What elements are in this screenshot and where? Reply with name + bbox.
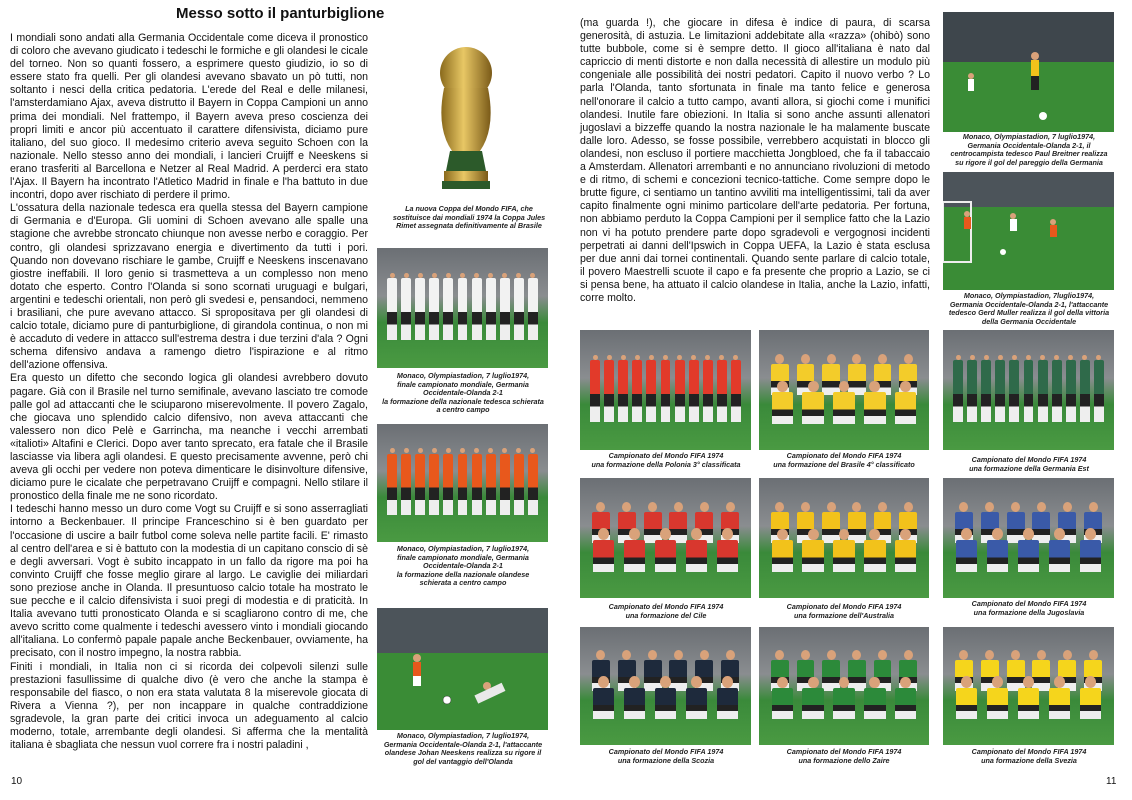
- player-head: [516, 448, 521, 453]
- player-head: [808, 529, 819, 541]
- player-figure: [1024, 360, 1034, 422]
- player-head: [904, 354, 913, 364]
- player-figure: [624, 540, 646, 571]
- player-head: [629, 528, 640, 540]
- player-head: [629, 676, 640, 688]
- germania-est-team-photo: [943, 330, 1114, 450]
- jugoslavia-team-photo: [943, 478, 1114, 598]
- caption-line: tedesco Gerd Muller realizza il gol della vittoria: [948, 308, 1110, 318]
- player-head: [801, 650, 810, 660]
- germany-team-caption: [372, 372, 554, 415]
- player-head: [726, 502, 735, 512]
- germany-team-photo: [377, 248, 548, 368]
- player-head: [1063, 502, 1072, 512]
- player-figure: [1094, 360, 1104, 422]
- caption-line: Rimet assegnata definitivamente al Brasile: [396, 221, 542, 231]
- player-figure: [772, 392, 794, 423]
- article-left-column: [10, 32, 368, 777]
- cile-team-photo: [580, 478, 751, 598]
- player-head: [992, 528, 1003, 540]
- muller-goal-photo: [943, 172, 1114, 290]
- player-figure: [655, 540, 677, 571]
- breitner-penalty-photo: [943, 12, 1114, 132]
- scozia-caption: [575, 748, 757, 765]
- player-figure: [822, 512, 840, 543]
- player-head: [775, 354, 784, 364]
- player-head: [700, 650, 709, 660]
- player-figure: [822, 364, 840, 395]
- player-figure: [953, 360, 963, 422]
- caption-line: una formazione della Jugoslavia: [973, 607, 1085, 617]
- caption-line: Campionato del Mondo FIFA 1974: [971, 455, 1087, 464]
- player-figure: [1018, 688, 1040, 719]
- player-figure: [731, 360, 741, 422]
- player-figure: [1080, 360, 1090, 422]
- player-figure: [686, 688, 708, 719]
- player-head: [460, 448, 465, 453]
- caption-line: Monaco, Olympiastadion, 7 luglio1974,: [962, 132, 1096, 141]
- player-head: [404, 448, 409, 453]
- player-head: [775, 650, 784, 660]
- player-head: [777, 677, 788, 689]
- caption-line: Monaco, Olympiastadion, 7 luglio1974,: [396, 544, 530, 553]
- player-figure: [717, 688, 739, 719]
- caption-line: Campionato del Mondo FIFA 1974: [971, 599, 1087, 608]
- polonia-caption: [575, 452, 757, 469]
- player-head: [904, 502, 913, 512]
- player-figure: [500, 454, 510, 515]
- player-figure: [486, 454, 496, 515]
- svezia-team-photo: [943, 627, 1114, 745]
- player-figure: [703, 360, 713, 422]
- player-figure: [895, 392, 917, 423]
- player-head: [622, 650, 631, 660]
- player-figure: [661, 360, 671, 422]
- player-figure: [618, 360, 628, 422]
- player-figure: [593, 688, 615, 719]
- australia-team-photo: [759, 478, 929, 598]
- caption-line: Campionato del Mondo FIFA 1974: [608, 451, 724, 460]
- caption-line: schierata a centro campo: [419, 578, 507, 588]
- player-figure: [514, 454, 524, 515]
- brasile-caption: [754, 452, 934, 469]
- player-head: [1011, 650, 1020, 660]
- player-head: [622, 502, 631, 512]
- player-head: [674, 502, 683, 512]
- player-figure: [802, 392, 824, 423]
- neeskens-caption: [372, 732, 554, 766]
- player-figure: [717, 360, 727, 422]
- zaire-team-photo: [759, 627, 929, 745]
- caption-line: la formazione della nazionale tedesca schierata: [382, 396, 544, 406]
- germania-est-caption: [938, 456, 1120, 473]
- player-head: [959, 502, 968, 512]
- caption-line: la formazione della nazionale olandese: [396, 569, 530, 579]
- neeskens-penalty-photo: [377, 608, 548, 730]
- player-figure: [987, 688, 1009, 719]
- player-figure: [1080, 688, 1102, 719]
- player-head: [900, 677, 911, 689]
- scozia-team-photo: [580, 627, 751, 745]
- player-figure: [604, 360, 614, 422]
- caption-line: centrocampista tedesco Paul Breitner realizza: [950, 149, 1108, 159]
- caption-line: della Germania Occidentale: [981, 316, 1077, 326]
- player-figure: [669, 660, 687, 691]
- player-figure: [956, 540, 978, 571]
- player-figure: [987, 540, 1009, 571]
- caption-line: finale campionato mondiale, Germania: [397, 379, 529, 389]
- player-figure: [472, 278, 482, 340]
- player-figure: [848, 364, 866, 395]
- player-head: [985, 650, 994, 660]
- paragraph: (ma guarda !), che giocare in difesa è indice di paura, di scarsa generosità, di astuzia. Le limitazioni addebitate alla «razza» (ohibò) sono tutte bubbole, come si è sempre detto. Il gioco all'italiana è nato dal capriccio di menti distorte e non dalla necessità di allestire un modulo più congeniale alle possibilità dei nostri pedatori. Capito il nuovo verbo ? Lo parla l'Olanda, tanto sfortunata in finale ma tanto felice e generosa nell'onorare il calcio a tutto campo, avanti allora, si giochi come i munifici olandesi. Inutile fare obiezioni. In Italia si sono anche assunti allenatori jugoslavi a bizzeffe quando la nostra nazionale le ha malamente buscate dalle loro. Adesso, se fosse possibile, verrebbero acquistati in blocco gli olandesi, non escluso il portiere macchietta Jongbloed, che fa il tabaccaio a Amsterdam. Allenatori arrembanti e no annunciano rivoluzioni di metodo e di ritmo, di schemi e concezioni tecnico-tattiche. Come sempre dopo le brutte figure, ci sentiamo un tantino avviliti ma intelligentissimi, tali da aver capito finalmente ogni minimo particolare dell'arte pedatoria. Per fortuna, non abbiamo perduto la Coppa Campioni per il semplice fatto che la Lazio non vi ha potuto prendere parte dopo sgradevoli e vergognosi incidenti perpetrati ai danni dell'Ipswich in Coppa UEFA, la Lazio è stata esclusa per due anni dai tornei continentali. Quando sente parlare di calcio totale, il povero Maestrelli scuote il capo e fa presente che proprio a Lazio, se ci si pensa bene, ha attuato il calcio olandese in Italia, anche la Lazio, infatti, corre molto.: [580, 17, 930, 304]
- player-figure: [1066, 360, 1076, 422]
- player-figure: [593, 540, 615, 571]
- player-figure: [772, 688, 794, 719]
- caption-line: olandese Johan Neeskens realizza su rigore il: [384, 748, 542, 758]
- player-head: [474, 448, 479, 453]
- player-head: [852, 650, 861, 660]
- player-figure: [655, 688, 677, 719]
- player-head: [1089, 502, 1098, 512]
- player-head: [418, 448, 423, 453]
- player-figure: [387, 278, 397, 340]
- player-figure: [472, 454, 482, 515]
- player-head: [777, 381, 788, 393]
- caption-line: La nuova Coppa del Mondo FIFA, che: [405, 204, 533, 213]
- holland-team-caption: [372, 545, 554, 588]
- caption-line: Campionato del Mondo FIFA 1974: [786, 451, 902, 460]
- player-figure: [717, 540, 739, 571]
- player-head: [596, 650, 605, 660]
- player-figure: [675, 360, 685, 422]
- caption-line: Monaco, Olympiastadion, 7 luglio1974,: [396, 371, 530, 380]
- player-head: [992, 676, 1003, 688]
- player-figure: [644, 512, 662, 543]
- caption-line: Germania Occidentale-Olanda 2-1, l'attaccante: [383, 739, 543, 749]
- player-head: [904, 650, 913, 660]
- player-figure: [822, 660, 840, 691]
- player-figure: [590, 360, 600, 422]
- player-figure: [1032, 660, 1050, 691]
- player-figure: [772, 540, 794, 571]
- player-head: [726, 650, 735, 660]
- caption-line: a centro campo: [436, 405, 490, 415]
- player-figure: [644, 660, 662, 691]
- caption-line: su rigore il gol del pareggio della Germania: [955, 157, 1103, 167]
- player-figure: [669, 512, 687, 543]
- caption-line: Germania Occidentale-Olanda 2-1, l'attaccante: [949, 299, 1109, 309]
- caption-line: Campionato del Mondo FIFA 1974: [786, 602, 902, 611]
- player-figure: [528, 454, 538, 515]
- player-head: [488, 448, 493, 453]
- player-head: [878, 354, 887, 364]
- player-figure: [802, 540, 824, 571]
- caption-line: una formazione della Svezia: [981, 755, 1077, 765]
- player-figure: [458, 454, 468, 515]
- caption-line: una formazione del Cile: [625, 610, 707, 620]
- player-figure: [1007, 660, 1025, 691]
- player-figure: [1009, 360, 1019, 422]
- player-figure: [415, 454, 425, 515]
- article-right-column: [580, 17, 930, 317]
- player-figure: [1007, 512, 1025, 543]
- player-figure: [833, 688, 855, 719]
- page-title: Messo sotto il panturbiglione: [176, 5, 385, 22]
- player-figure: [624, 688, 646, 719]
- caption-line: una formazione del Brasile 4° classificato: [773, 459, 915, 469]
- caption-line: sostituisce dai mondiali 1974 la Coppa Jules: [392, 212, 546, 222]
- caption-line: Campionato del Mondo FIFA 1974: [971, 747, 1087, 756]
- caption-line: Occidentale-Olanda 2-1: [423, 388, 503, 398]
- caption-line: Monaco, Olympiastadion, 7luglio1974,: [963, 291, 1095, 300]
- player-head: [827, 354, 836, 364]
- player-figure: [1049, 688, 1071, 719]
- player-figure: [500, 278, 510, 340]
- player-figure: [514, 278, 524, 340]
- player-head: [648, 502, 657, 512]
- player-figure: [1038, 360, 1048, 422]
- player-figure: [1080, 540, 1102, 571]
- player-figure: [864, 392, 886, 423]
- player-head: [648, 650, 657, 660]
- caption-line: finale campionato mondiale, Germania: [397, 552, 529, 562]
- player-figure: [387, 454, 397, 515]
- player-figure: [646, 360, 656, 422]
- player-head: [801, 354, 810, 364]
- player-figure: [864, 688, 886, 719]
- caption-line: una formazione della Polonia 3° classificata: [591, 459, 741, 469]
- caption-line: gol del vantaggio dell'Olanda: [413, 756, 513, 766]
- player-figure: [415, 278, 425, 340]
- caption-line: Germania Occidentale-Olanda 2-1, il: [967, 140, 1091, 150]
- player-figure: [632, 360, 642, 422]
- player-head: [852, 502, 861, 512]
- svezia-caption: [938, 748, 1120, 765]
- zaire-caption: [754, 748, 934, 765]
- caption-line: una formazione dello Zaire: [798, 755, 890, 765]
- player-figure: [458, 278, 468, 340]
- caption-line: una formazione dell'Australia: [794, 610, 894, 620]
- player-figure: [1049, 540, 1071, 571]
- player-head: [827, 502, 836, 512]
- paragraph: I mondiali sono andati alla Germania Occidentale come diceva il pronostico di coloro che avevano giudicato i tedeschi le formiche e gli olandesi le cicale del torneo. Non so quanti fossero, a esprimere questo giudizio, io so di essere stato fra quelli. Per gli olandesi avevano sbavato un pò tutti, non soltanto i nesci della critica pedatoria. L'erede del Real e delle milanesi, l'amsterdamiano Ajax, aveva distrutto il Bayern in Coppa Campioni un anno prima dei mondiali. Nel frattempo, il Bayern aveva preso coscienza dei propri limiti e ancor più accentuato il carattere difensivista, diciamo pure italiano, del suo gioco. Il medesimo criterio aveva seguito Schoen con la nazionale. Nello stesso anno dei mondiali, i lancieri Cruijff e Neeskens si erano trasferiti al Barcellona e Netzer al Real Madrid. A perderci era stato l'Ajax. Il Bayern ha incontrato l'Atletico Madrid in finale e l'ha battuto in due incontri, dopo aver rischiato di perdere il primo.: [10, 32, 368, 202]
- paragraph: L'ossatura della nazionale tedesca era quella stessa del Bayern campione di Germania e d'Europa. Gli uomini di Schoen avevano alle spalle una stagione che avrebbe stroncato chiunque non avesse nerbo e coraggio. Per contro, gli olandesi sprizzavano energia e divertimento da tutti i pori. Quando non dovevano rischiare le gambe, Cruijff e Neeskens inscenavano giostre ineffabili. Il loro genio si trasmetteva a un complesso non meno dotato che esperto. Contro l'Olanda si sono scornati uruguagi e bulgari, argentini e tedeschi orientali, non però gli svedesi e, pensandoci, nemmeno i brasiliani, che pure avevano attacco. Si spropositava per gli olandesi di calcio totale, diciamo pure di panturbiglione, di girandola continua, o non mi è accaduto di vedere in attacco sull'estrema destra i due terzini d'ala ? Ogni schema difensivo andava a ramengo dietro l'ispirazione e al ritmo dell'azione offensiva.: [10, 202, 368, 372]
- player-head: [827, 650, 836, 660]
- polonia-team-photo: [580, 330, 751, 450]
- caption-line: Occidentale-Olanda 2-1: [423, 561, 503, 571]
- player-head: [530, 448, 535, 453]
- caption-line: una formazione della Scozia: [617, 755, 715, 765]
- player-figure: [967, 360, 977, 422]
- player-figure: [802, 688, 824, 719]
- player-figure: [1052, 360, 1062, 422]
- caption-line: Campionato del Mondo FIFA 1974: [608, 602, 724, 611]
- player-figure: [401, 278, 411, 340]
- caption-line: Campionato del Mondo FIFA 1974: [786, 747, 902, 756]
- player-head: [775, 502, 784, 512]
- player-head: [1063, 650, 1072, 660]
- page-number-left: 10: [11, 776, 23, 787]
- player-figure: [689, 360, 699, 422]
- player-head: [446, 448, 451, 453]
- player-head: [878, 650, 887, 660]
- player-head: [959, 650, 968, 660]
- player-head: [502, 448, 507, 453]
- player-figure: [981, 360, 991, 422]
- player-figure: [1018, 540, 1040, 571]
- paragraph: I tedeschi hanno messo un duro come Vogt su Cruijff e si sono asserragliati intorno a Beckenbauer. Il principe Franceschino si è ben guardato per l'occasione di uscire a bailr futbol come soleva nelle partite facili. E' rimasto al centro dell'area e si è battuto con la modestia di un capitano conscio di sè e degli avversari. Vogt è subito incappato in un fallo da rigore ma poi ha convinto Cruijff che fosse meglio girare al largo. Le caviglie dei miliardari sono preziose anche in Olanda. Il presuntuoso calcio totale ha mostrato le sue pecche e il calcio difensivista i suoi pregi di modestia e di praticità. In Italia avevano tutti pronosticato Olanda e si scagliarono contro di me, che avevo scritto come qualmente i tedeschi avessero vinto i mondiali giocando all'italiana. Lo confermò papale papale anche Beckenbauer, ovviamente, ha precisato, con il nostro impegno, la nostra rabbia.: [10, 503, 368, 660]
- player-figure: [864, 540, 886, 571]
- player-head: [700, 502, 709, 512]
- holland-team-photo: [377, 424, 548, 542]
- player-figure: [429, 454, 439, 515]
- page-number-right: 11: [1106, 776, 1117, 787]
- player-head: [1037, 650, 1046, 660]
- trophy-caption: [384, 205, 554, 231]
- player-figure: [833, 392, 855, 423]
- player-figure: [956, 688, 978, 719]
- player-figure: [895, 688, 917, 719]
- player-figure: [401, 454, 411, 515]
- player-figure: [686, 540, 708, 571]
- caption-line: Campionato del Mondo FIFA 1974: [608, 747, 724, 756]
- player-head: [432, 448, 437, 453]
- player-head: [801, 502, 810, 512]
- player-head: [852, 354, 861, 364]
- player-head: [1037, 502, 1046, 512]
- brasile-team-photo: [759, 330, 929, 450]
- player-figure: [833, 540, 855, 571]
- player-figure: [895, 540, 917, 571]
- player-figure: [429, 278, 439, 340]
- player-figure: [848, 660, 866, 691]
- player-figure: [443, 454, 453, 515]
- player-head: [596, 502, 605, 512]
- world-cup-trophy-photo: [406, 33, 526, 201]
- player-figure: [443, 278, 453, 340]
- cile-caption: [575, 603, 757, 620]
- player-figure: [848, 512, 866, 543]
- player-head: [1089, 650, 1098, 660]
- australia-caption: [754, 603, 934, 620]
- player-head: [1011, 502, 1020, 512]
- caption-line: una formazione della Germania Est: [969, 463, 1089, 473]
- caption-line: Monaco, Olympiastadion, 7 luglio1974,: [396, 731, 530, 740]
- player-head: [777, 529, 788, 541]
- player-head: [390, 448, 395, 453]
- player-head: [674, 650, 683, 660]
- player-figure: [995, 360, 1005, 422]
- jugoslavia-caption: [938, 600, 1120, 617]
- player-head: [878, 502, 887, 512]
- player-head: [808, 677, 819, 689]
- player-figure: [1032, 512, 1050, 543]
- player-head: [985, 502, 994, 512]
- paragraph: Finiti i mondiali, in Italia non ci si ricorda dei colpevoli silenzi sulle prestazioni fasullissime di qualche divo (è vero che anche la stampa è responsabile del fiasco, o non era stata valutata 8 la miserevole giocata di Rivera a Vienna ?), per non incappare in qualche contraddizione sgradevole, la gran parte dei critici invoca un adeguamento al calcio moderno, totale, arrembante degli olandesi. Si afferma che la mentalità italiana è sbagliata che nessun vuol correre fra i nostri paladini ,: [10, 660, 368, 752]
- player-figure: [486, 278, 496, 340]
- breitner-caption: [938, 133, 1120, 167]
- paragraph: Era questo un difetto che secondo logica gli olandesi avrebbero dovuto pagare. Già con il Brasile nel turno semifinale, avevano lasciato tre comode palle gol ad attaccanti che le sciuparono miserevolmente. Il povero Zagalo, che giocava uno splendido calcio difensivo, non aveva attaccanti che valessero non dico Pelè e Garrincha, ma neanche i vecchi arrembati «italioti» Altafini e Clerici. Dopo aver tanto sprecato, era fatale che il Brasile lasciasse via libera agli olandesi. E questo precisamente avvenne, però chi aveva gli occhi per vedere non poteva dimenticare le disinvolture difensive, diciamo pure le cicalate che perpetravano Cruijff e compagni. Nello stilare il pronostico della finale me ne sono ricordato.: [10, 372, 368, 503]
- player-figure: [528, 278, 538, 340]
- muller-caption: [938, 292, 1120, 326]
- player-head: [808, 381, 819, 393]
